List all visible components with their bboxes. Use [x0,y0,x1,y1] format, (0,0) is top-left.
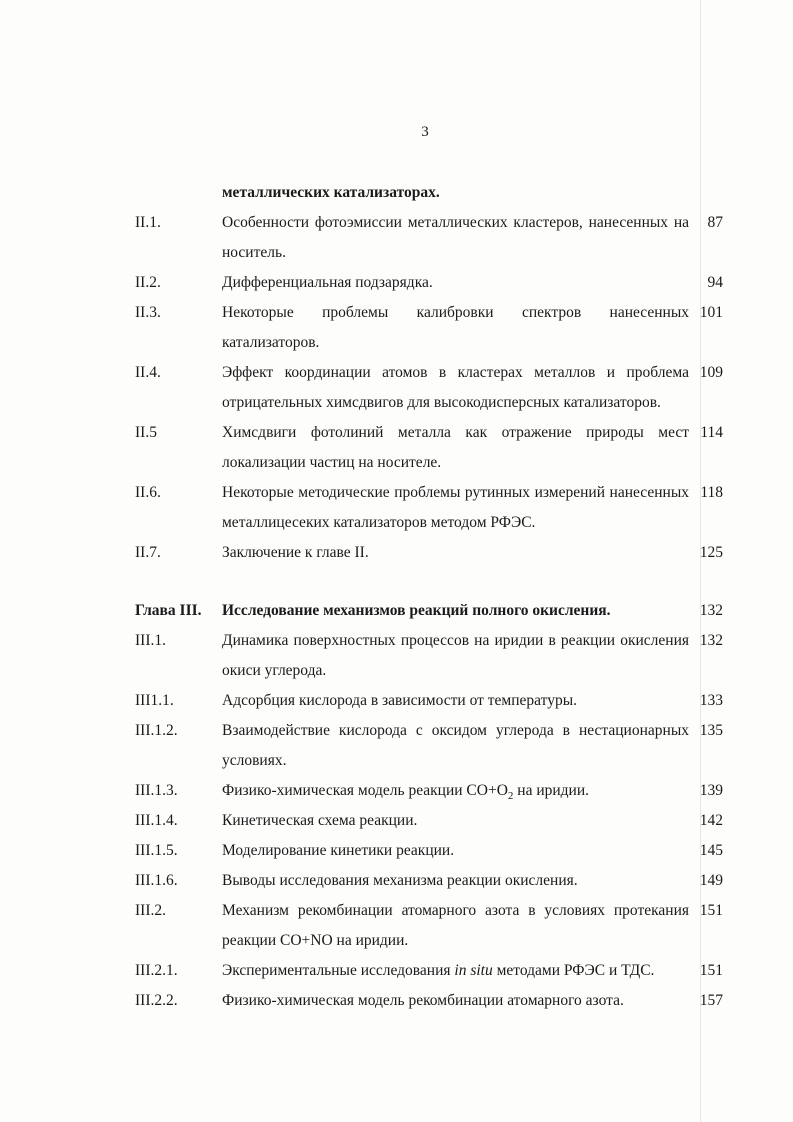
entry-page: 109 [699,364,723,381]
entry-page: 145 [699,842,723,859]
entry-title: Химсдвиги фотолиний металла как отражение природы мест локализации частиц на носителе. [222,424,689,471]
toc-entry [135,686,725,716]
toc-entry [135,836,725,866]
chapter-number: Глава III. [135,602,202,619]
toc-entry [135,956,725,986]
entry-title-text: методами РФЭС и ТДС. [492,962,655,979]
entry-title-text: на иридии. [513,782,590,799]
entry-number: II.3. [135,304,161,321]
entry-number: III.1.5. [135,842,178,859]
entry-page: 101 [699,304,723,321]
entry-number: II.6. [135,484,161,501]
entry-title: Адсорбция кислорода в зависимости от температуры. [222,692,577,709]
entry-title: Физико-химическая модель рекомбинации атомарного азота. [222,992,624,1009]
entry-number: II.1. [135,214,161,231]
entry-page: 132 [699,602,723,619]
entry-number: III.1.6. [135,872,178,889]
entry-title [222,776,689,806]
entry-number: II.7. [135,544,161,561]
entry-page: 87 [707,214,723,231]
entry-page: 118 [700,484,723,501]
entry-page: 151 [699,902,723,919]
entry-title: Эффект координации атомов в кластерах металлов и проблема отрицательных химсдвигов для высокодисперсных катализаторов. [222,364,689,411]
italic-term: in situ [454,962,493,979]
entry-number: III1.1. [135,692,174,709]
entry-number: III.2.2. [135,992,178,1009]
toc-entry [135,178,725,208]
entry-title-text: Физико-химическая модель реакции CO+O [222,782,508,799]
entry-title: Механизм рекомбинации атомарного азота в условиях протекания реакции CO+NO на иридии. [222,902,689,949]
entry-number: III.1.2. [135,722,178,739]
toc-entry [135,776,725,806]
entry-title: Дифференциальная подзарядка. [222,274,433,291]
entry-title-text: Экспериментальные исследования [222,962,455,979]
toc-chapter-entry [135,596,725,626]
entry-title: Кинетическая схема реакции. [222,812,418,829]
toc-entry [135,896,725,956]
entry-page: 133 [699,692,723,709]
toc-entry [135,418,725,478]
page-number: 3 [421,124,429,140]
entry-number: III.1. [135,632,166,649]
toc-entry [135,626,725,686]
entry-number: II.5 [135,424,157,441]
entry-page: 125 [699,544,723,561]
toc-entry [135,986,725,1016]
subscript: 2 [507,790,514,803]
toc-entry [135,478,725,538]
entry-title: Выводы исследования механизма реакции окисления. [222,872,578,889]
table-of-contents [135,178,725,1016]
entry-title: Моделирование кинетики реакции. [222,842,455,859]
toc-entry [135,716,725,776]
entry-number: III.1.3. [135,782,178,799]
toc-entry [135,298,725,358]
entry-page: 139 [699,782,723,799]
entry-page: 142 [699,812,723,829]
entry-page: 114 [700,424,723,441]
toc-entry [135,358,725,418]
entry-title: Динамика поверхностных процессов на иридии в реакции окисления окиси углерода. [222,632,689,679]
toc-entry [135,866,725,896]
entry-page: 151 [699,962,723,979]
entry-number: II.4. [135,364,161,381]
entry-page: 135 [699,722,723,739]
toc-entry [135,538,725,568]
entry-number: III.1.4. [135,812,178,829]
entry-title: Некоторые методические проблемы рутинных измерений нанесенных металлицесеких катализаторов методом РФЭС. [222,484,689,531]
entry-number: III.2. [135,902,166,919]
toc-entry [135,268,725,298]
entry-page: 149 [699,872,723,889]
entry-number: III.2.1. [135,962,178,979]
entry-page: 132 [699,632,723,649]
toc-entry [135,806,725,836]
entry-title [222,956,689,986]
entry-title: Взаимодействие кислорода с оксидом углерода в нестационарных условиях. [222,722,689,769]
toc-entry [135,208,725,268]
entry-page: 94 [707,274,723,291]
chapter-title: Исследование механизмов реакций полного окисления. [222,602,611,619]
entry-title: Заключение к главе II. [222,544,369,561]
entry-number: II.2. [135,274,161,291]
entry-title: Особенности фотоэмиссии металлических кластеров, нанесенных на носитель. [222,214,689,261]
entry-title: металлических катализаторах. [222,184,440,201]
entry-title: Некоторые проблемы калибровки спектров нанесенных катализаторов. [222,304,689,351]
entry-page: 157 [699,992,723,1009]
